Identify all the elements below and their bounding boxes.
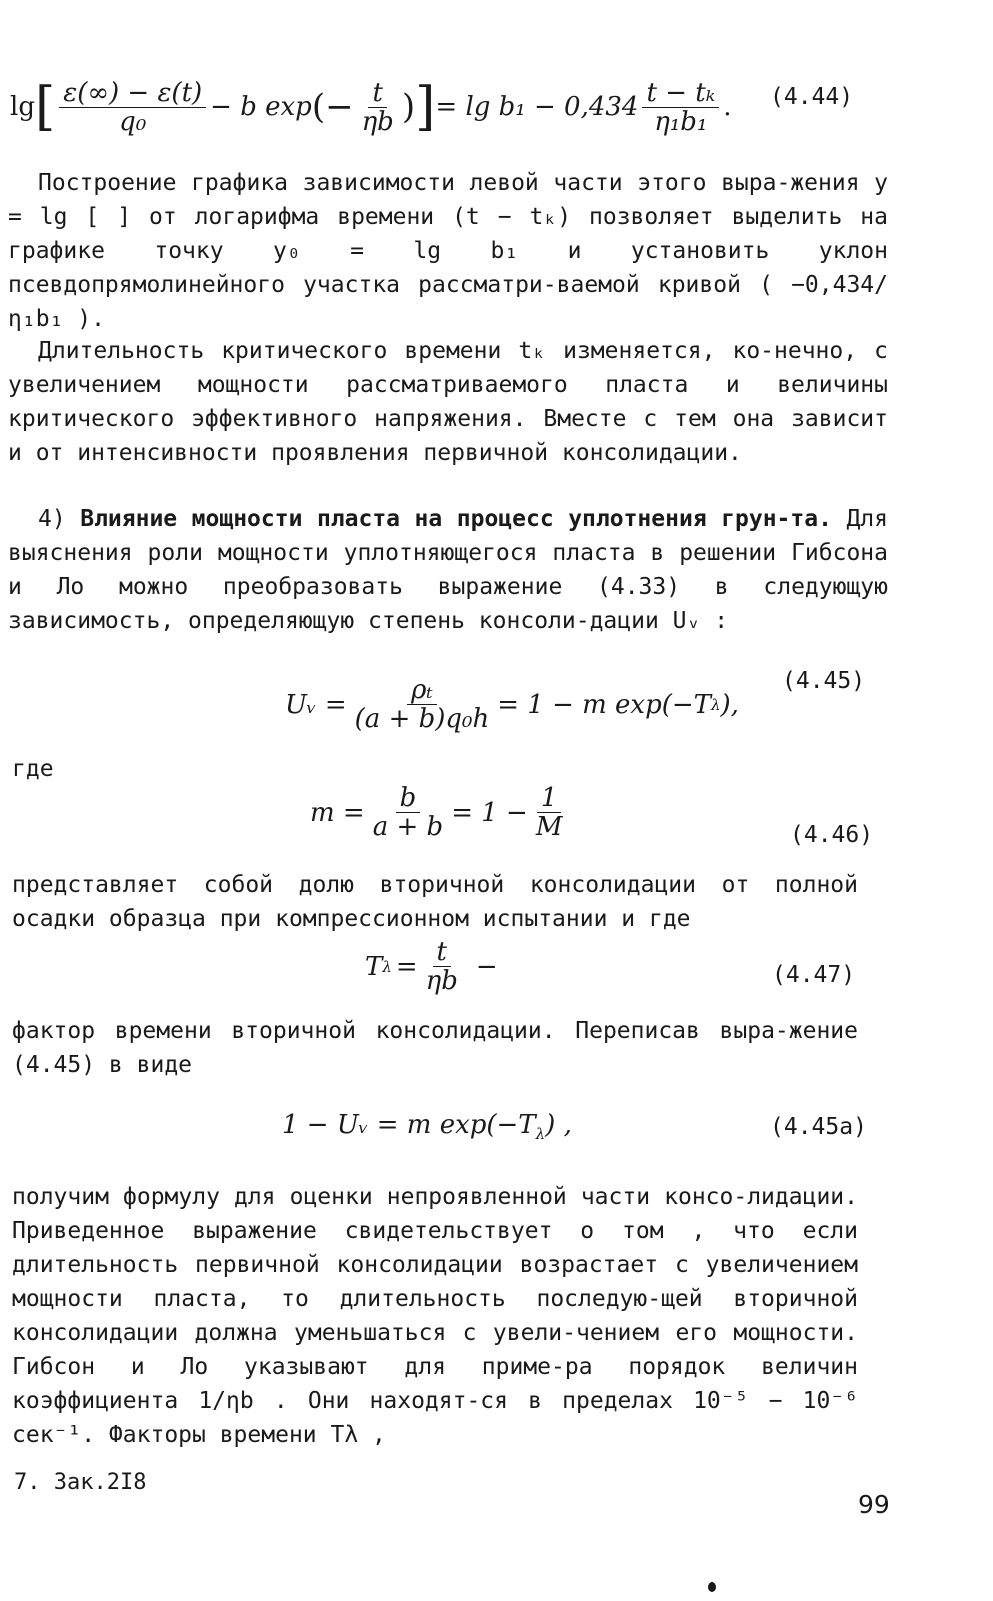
fraction-denominator: q₀ (119, 106, 147, 137)
equals-sign: = (395, 951, 418, 982)
fraction-numerator: ε(∞) − ε(t) (59, 79, 206, 108)
equation-number-4-46: (4.46) (790, 822, 874, 848)
equation-4-47 (365, 938, 498, 995)
fraction-denominator: a + b (372, 812, 444, 842)
paragraph-time-factor (12, 1014, 858, 1082)
paragraph-layer-thickness (8, 502, 888, 638)
equation-number-4-44: (4.44) (770, 84, 854, 110)
fraction-numerator: t (433, 938, 451, 967)
fraction-denominator: (a + b)q₀h (354, 704, 490, 734)
equation-lhs: T (365, 951, 383, 982)
equation-lhs: m = (310, 797, 365, 828)
subscript-lambda: λ (382, 957, 392, 976)
fraction-t-etab (358, 79, 398, 136)
equation-number-4-45: (4.45) (782, 668, 866, 694)
right-paren: ) (401, 87, 416, 127)
fraction-denominator: M (535, 812, 563, 842)
fraction-t-etab (422, 938, 462, 995)
footer-order-number: 7. Зак.2I8 (14, 1470, 147, 1495)
fraction-b (369, 784, 447, 841)
fraction-numerator: ρₜ (407, 676, 437, 705)
paragraph-secondary-share (12, 868, 858, 936)
paragraph-text: Построение графика зависимости левой части этого выра-жения y = lg [ ] от логарифма времени (t − tₖ) позволяет выделить на графике точку y₀ = lg b₁ и установить уклон псевдопрямолинейного участка рассматри-ваемой кривой ( −0,434/ η₁b₁ ). (8, 170, 888, 332)
subscript-lambda: λ (711, 695, 721, 714)
paragraph-graph-construction (8, 166, 888, 336)
fraction-denominator: ηb (425, 966, 458, 996)
dash: − (475, 951, 498, 982)
left-bracket: [ (34, 77, 56, 137)
equation-4-45 (285, 676, 739, 733)
equation-rhs: = 1 − m exp(−T (497, 689, 712, 720)
equation-lhs: Uᵥ = (285, 689, 347, 720)
equation-number-4-47: (4.47) (772, 962, 856, 988)
equation-4-45a (282, 1110, 572, 1143)
fraction-numerator: b (396, 784, 421, 813)
left-paren: (− (311, 87, 354, 127)
fraction-numerator: 1 (537, 784, 562, 813)
paragraph-text: Для выяснения роли мощности уплотняющегося пласта в решении Гибсона и Ло можно преобразовать выражение (4.33) в следующую зависимость, определяющую степень консоли-дации Uᵥ : (8, 506, 889, 634)
fraction-numerator: t (368, 79, 386, 108)
equation-middle: = 1 − (451, 797, 528, 828)
list-number: 4) (38, 506, 81, 532)
fraction-one-over-m (532, 784, 567, 841)
rhs-term: = lg b₁ − 0,434 (435, 92, 639, 122)
paragraph-text: Длительность критического времени tₖ изменяется, ко-нечно, с увеличением мощности рассматриваемого пласта и величины критического эффективного напряжения. Вместе с тем она зависит и от интенсивности проявления первичной консолидации. (8, 338, 888, 466)
section-heading: Влияние мощности пласта на процесс уплотнения грун-та. (80, 506, 832, 532)
page-number: 99 (858, 1490, 890, 1519)
right-bracket: ] (415, 77, 436, 137)
equation-4-44 (10, 62, 770, 152)
paragraph-text: фактор времени вторичной консолидации. Переписав выра-жение (4.45) в виде (12, 1018, 858, 1078)
exp-term: − b exp (210, 92, 312, 122)
fraction-tk (642, 79, 719, 136)
fraction-denominator: η₁b₁ (654, 106, 708, 137)
equation-rhs-end: ), (720, 689, 739, 720)
equation-number-4-45a: (4.45а) (770, 1114, 867, 1140)
fraction-epsilon (59, 79, 206, 136)
equation-dot: . (723, 92, 732, 122)
paragraph-text: представляет собой долю вторичной консолидации от полной осадки образца при компрессионном испытании и где (12, 872, 858, 932)
subscript-lambda: λ (535, 1125, 546, 1144)
equation-4-46 (310, 784, 570, 841)
equation-expression: 1 − Uᵥ = m exp(−T (282, 1110, 536, 1140)
fraction-numerator: t − tₖ (642, 79, 719, 108)
fraction-denominator: ηb (361, 106, 394, 137)
paragraph-critical-time (8, 334, 888, 470)
paragraph-unmanifested-consolidation (12, 1180, 858, 1452)
scan-speck (708, 1582, 716, 1592)
fraction-rho (351, 676, 494, 733)
lg-operator: lg (10, 92, 35, 122)
paragraph-text: получим формулу для оценки непроявленной части консо-лидации. Приведенное выражение свидетельствует о том , что если длительность первичной консолидации возрастает с увеличением мощности пласта, то длительность последую-щей вторичной консолидации должна уменьшаться с увели-чением его мощности. Гибсон и Ло указывают для приме-ра порядок величин коэффициента 1/ηb . Они находят-ся в пределах 10⁻⁵ − 10⁻⁶ сек⁻¹. Факторы времени Tλ , (12, 1184, 858, 1448)
equation-expression-end: ) , (545, 1110, 572, 1140)
where-label: где (12, 756, 54, 782)
